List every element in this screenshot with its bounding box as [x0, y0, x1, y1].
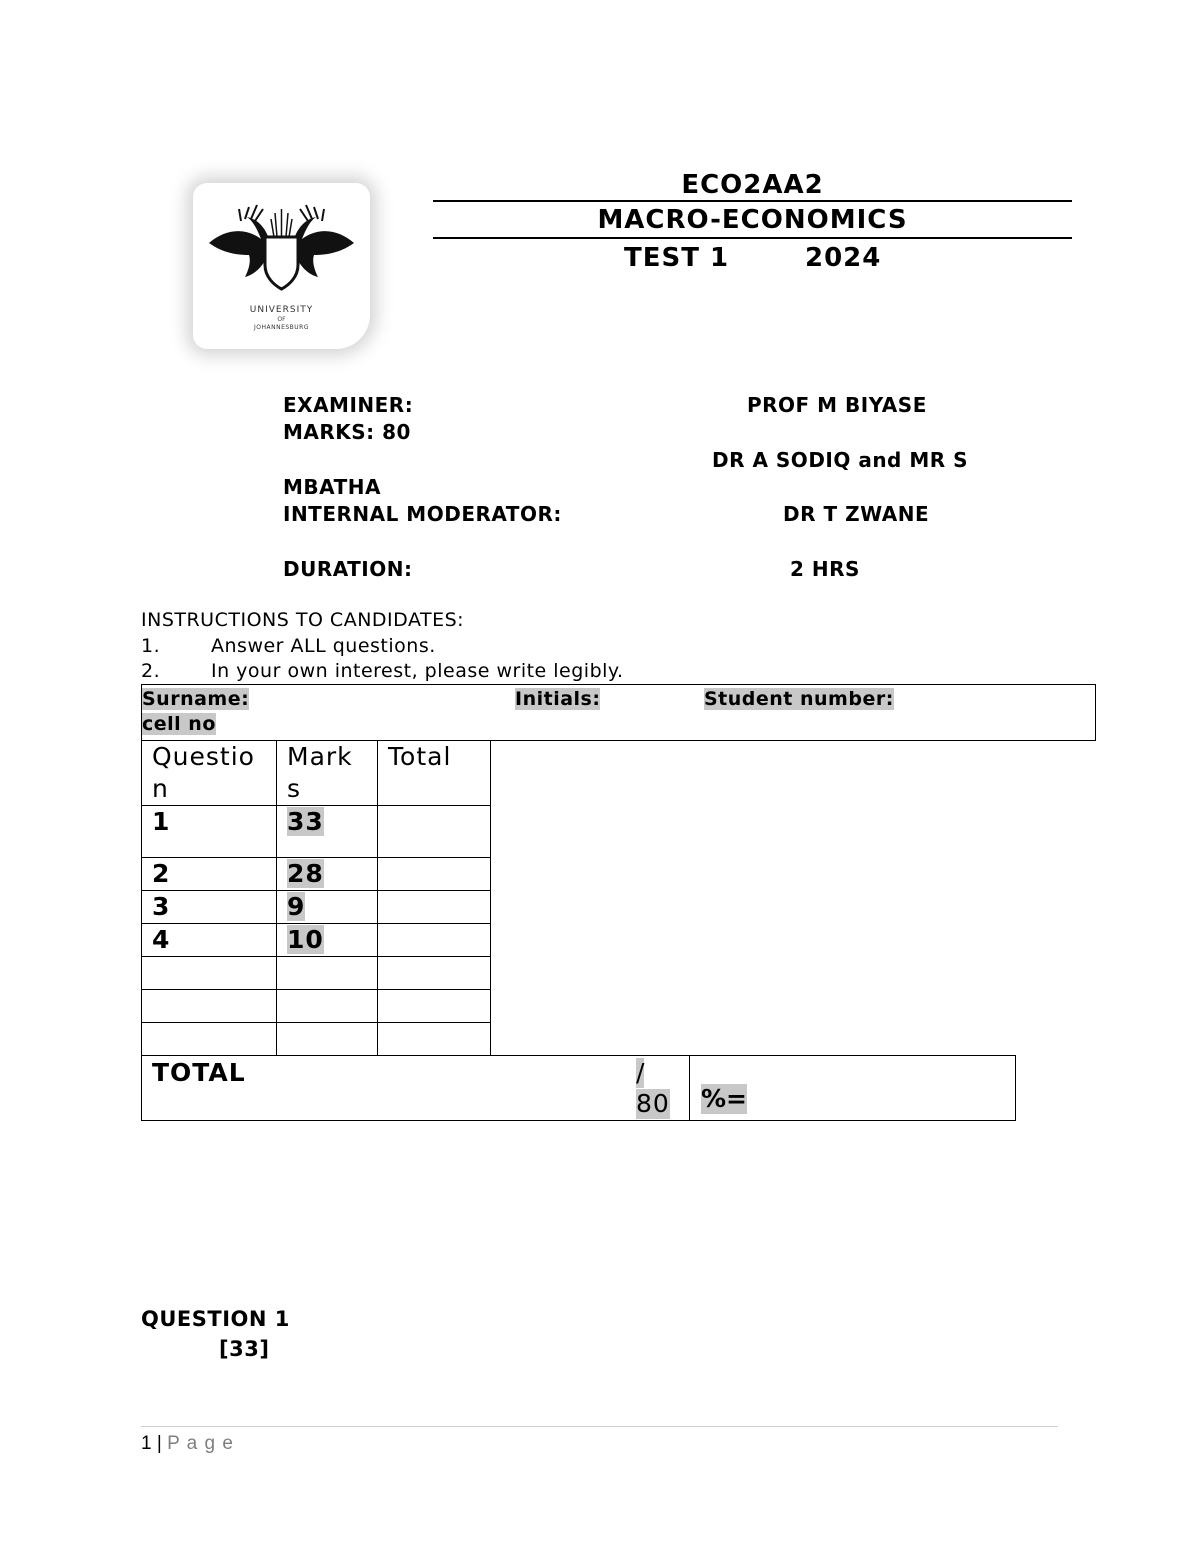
initials-label: Initials:	[515, 688, 601, 710]
examiner-value-3: MBATHA	[283, 475, 381, 499]
crest-icon	[205, 199, 358, 299]
marks-label: MARKS: 80	[283, 420, 411, 444]
surname-label: Surname:	[142, 688, 250, 710]
table-row-empty	[142, 990, 491, 1023]
table-row	[142, 924, 491, 957]
header-total: Total	[378, 741, 491, 806]
test-year: 2024	[805, 243, 882, 273]
duration-value: 2 HRS	[790, 557, 860, 581]
student-number-label: Student number:	[704, 688, 894, 710]
examiner-label: EXAMINER:	[283, 393, 414, 417]
header-marks: Mark s	[277, 741, 378, 806]
instruction-2-num: 2.	[141, 660, 161, 682]
examiner-value: PROF M BIYASE	[747, 393, 927, 417]
question-marks: 28	[287, 859, 324, 888]
course-name: MACRO-ECONOMICS	[597, 205, 908, 235]
instructions-heading: INSTRUCTIONS TO CANDIDATES:	[141, 609, 465, 631]
logo-text-of: OF	[277, 316, 286, 323]
footer-separator: |	[156, 1433, 162, 1454]
question-number: 3	[142, 891, 277, 924]
logo-text-johannesburg: JOHANNESBURG	[253, 324, 309, 331]
out-of-value: 80	[636, 1089, 670, 1118]
cell-no-label: cell no	[142, 713, 216, 735]
total-label: TOTAL	[152, 1058, 246, 1087]
instruction-1-num: 1.	[141, 635, 161, 657]
table-row	[142, 858, 491, 891]
out-of-slash: /	[636, 1058, 645, 1087]
table-row-empty	[142, 1023, 491, 1056]
percent-label: %=	[701, 1084, 747, 1113]
question-title: QUESTION 1	[141, 1307, 290, 1331]
table-row	[142, 806, 491, 858]
total-row	[141, 1055, 1016, 1121]
page-footer	[141, 1433, 234, 1455]
page-word: P a g e	[167, 1433, 234, 1454]
question-marks: 10	[287, 925, 324, 954]
total-cell[interactable]	[378, 924, 491, 957]
table-row	[142, 891, 491, 924]
total-cell[interactable]	[378, 858, 491, 891]
test-label: TEST 1	[624, 243, 730, 273]
title-rule-top	[433, 200, 1072, 202]
question-number: 2	[142, 858, 277, 891]
moderator-value: DR T ZWANE	[783, 502, 930, 526]
duration-label: DURATION:	[283, 557, 413, 581]
examiner-value-2: DR A SODIQ and MR S	[712, 448, 969, 472]
question-marks-total: [33]	[219, 1337, 270, 1361]
course-code: ECO2AA2	[681, 170, 824, 200]
table-header-row	[142, 741, 491, 806]
question-number: 4	[142, 924, 277, 957]
total-cell[interactable]	[378, 806, 491, 858]
logo-text-university: UNIVERSITY	[249, 305, 314, 315]
question-number: 1	[142, 806, 277, 858]
university-logo	[193, 183, 370, 349]
candidate-details-box	[141, 684, 1096, 741]
title-rule-bottom	[433, 237, 1072, 239]
footer-rule	[141, 1426, 1058, 1427]
moderator-label: INTERNAL MODERATOR:	[283, 502, 562, 526]
question-marks: 33	[287, 807, 324, 836]
instruction-2-text: In your own interest, please write legibly.	[211, 660, 624, 682]
total-cell[interactable]	[378, 891, 491, 924]
header-question: Questio n	[142, 741, 277, 806]
table-row-empty	[142, 957, 491, 990]
page-number: 1	[141, 1433, 152, 1454]
instruction-1-text: Answer ALL questions.	[211, 635, 436, 657]
out-of-cell	[636, 1056, 690, 1120]
marks-table	[141, 740, 491, 1056]
question-marks: 9	[287, 892, 306, 921]
